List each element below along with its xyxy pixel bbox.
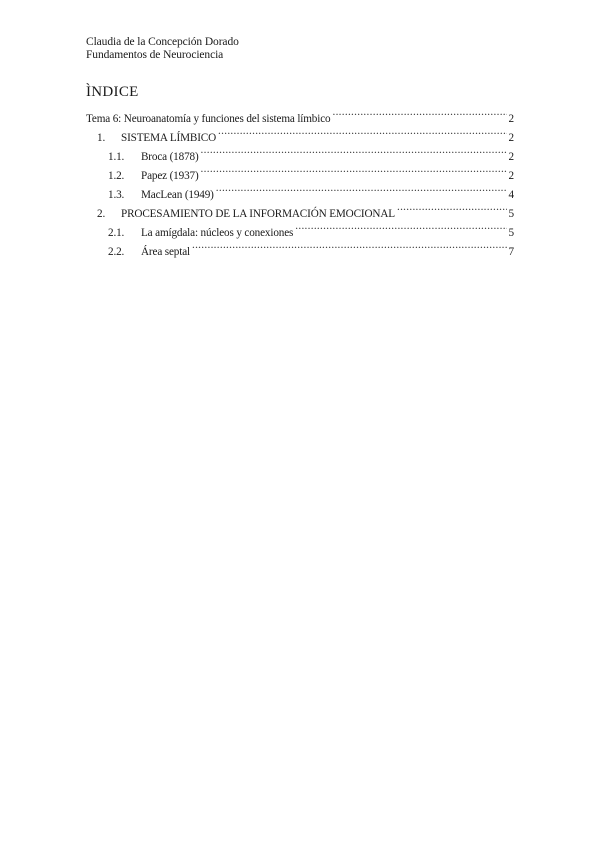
- course-name: Fundamentos de Neurociencia: [86, 49, 224, 61]
- toc-entry-label: PROCESAMIENTO DE LA INFORMACIÓN EMOCIONAL: [121, 208, 395, 220]
- toc-entry-label: Área septal: [141, 246, 190, 258]
- toc-entry-number: 1.: [97, 132, 106, 144]
- author-name: Claudia de la Concepción Dorado: [86, 36, 239, 48]
- toc-entry-page: 5: [508, 227, 514, 239]
- dot-leader: [192, 236, 507, 255]
- toc-entry-page: 7: [508, 246, 514, 258]
- dot-leader: [397, 198, 507, 217]
- dot-leader: [216, 179, 507, 198]
- dot-leader: [201, 141, 507, 160]
- table-of-contents: [86, 103, 514, 258]
- toc-entry-page: 2: [508, 170, 514, 182]
- toc-entry-label: SISTEMA LÍMBICO: [121, 132, 217, 144]
- toc-entry-label: Tema 6: Neuroanatomía y funciones del sistema límbico: [86, 113, 331, 125]
- toc-entry-page: 2: [508, 113, 514, 125]
- toc-entry-label: MacLean (1949): [141, 189, 214, 201]
- toc-entry-number: 1.2.: [108, 170, 125, 182]
- toc-entry-number: 2.1.: [108, 227, 125, 239]
- toc-entry-tema-6[interactable]: [86, 103, 514, 125]
- toc-entry-number: 2.2.: [108, 246, 125, 258]
- dot-leader: [295, 217, 506, 236]
- toc-entry-label: Broca (1878): [141, 151, 199, 163]
- dot-leader: [332, 103, 506, 122]
- toc-title: ÌNDICE: [86, 84, 139, 100]
- toc-entry-page: 5: [508, 208, 514, 220]
- dot-leader: [201, 160, 507, 179]
- toc-entry-number: 2.: [97, 208, 106, 220]
- page-header: [86, 36, 239, 62]
- toc-entry-number: 1.3.: [108, 189, 125, 201]
- toc-entry-label: Papez (1937): [141, 170, 199, 182]
- toc-entry-number: 1.1.: [108, 151, 125, 163]
- dot-leader: [218, 122, 507, 141]
- toc-entry-label: La amígdala: núcleos y conexiones: [141, 227, 294, 239]
- toc-entry-page: 4: [508, 189, 514, 201]
- toc-entry-page: 2: [508, 132, 514, 144]
- toc-entry-page: 2: [508, 151, 514, 163]
